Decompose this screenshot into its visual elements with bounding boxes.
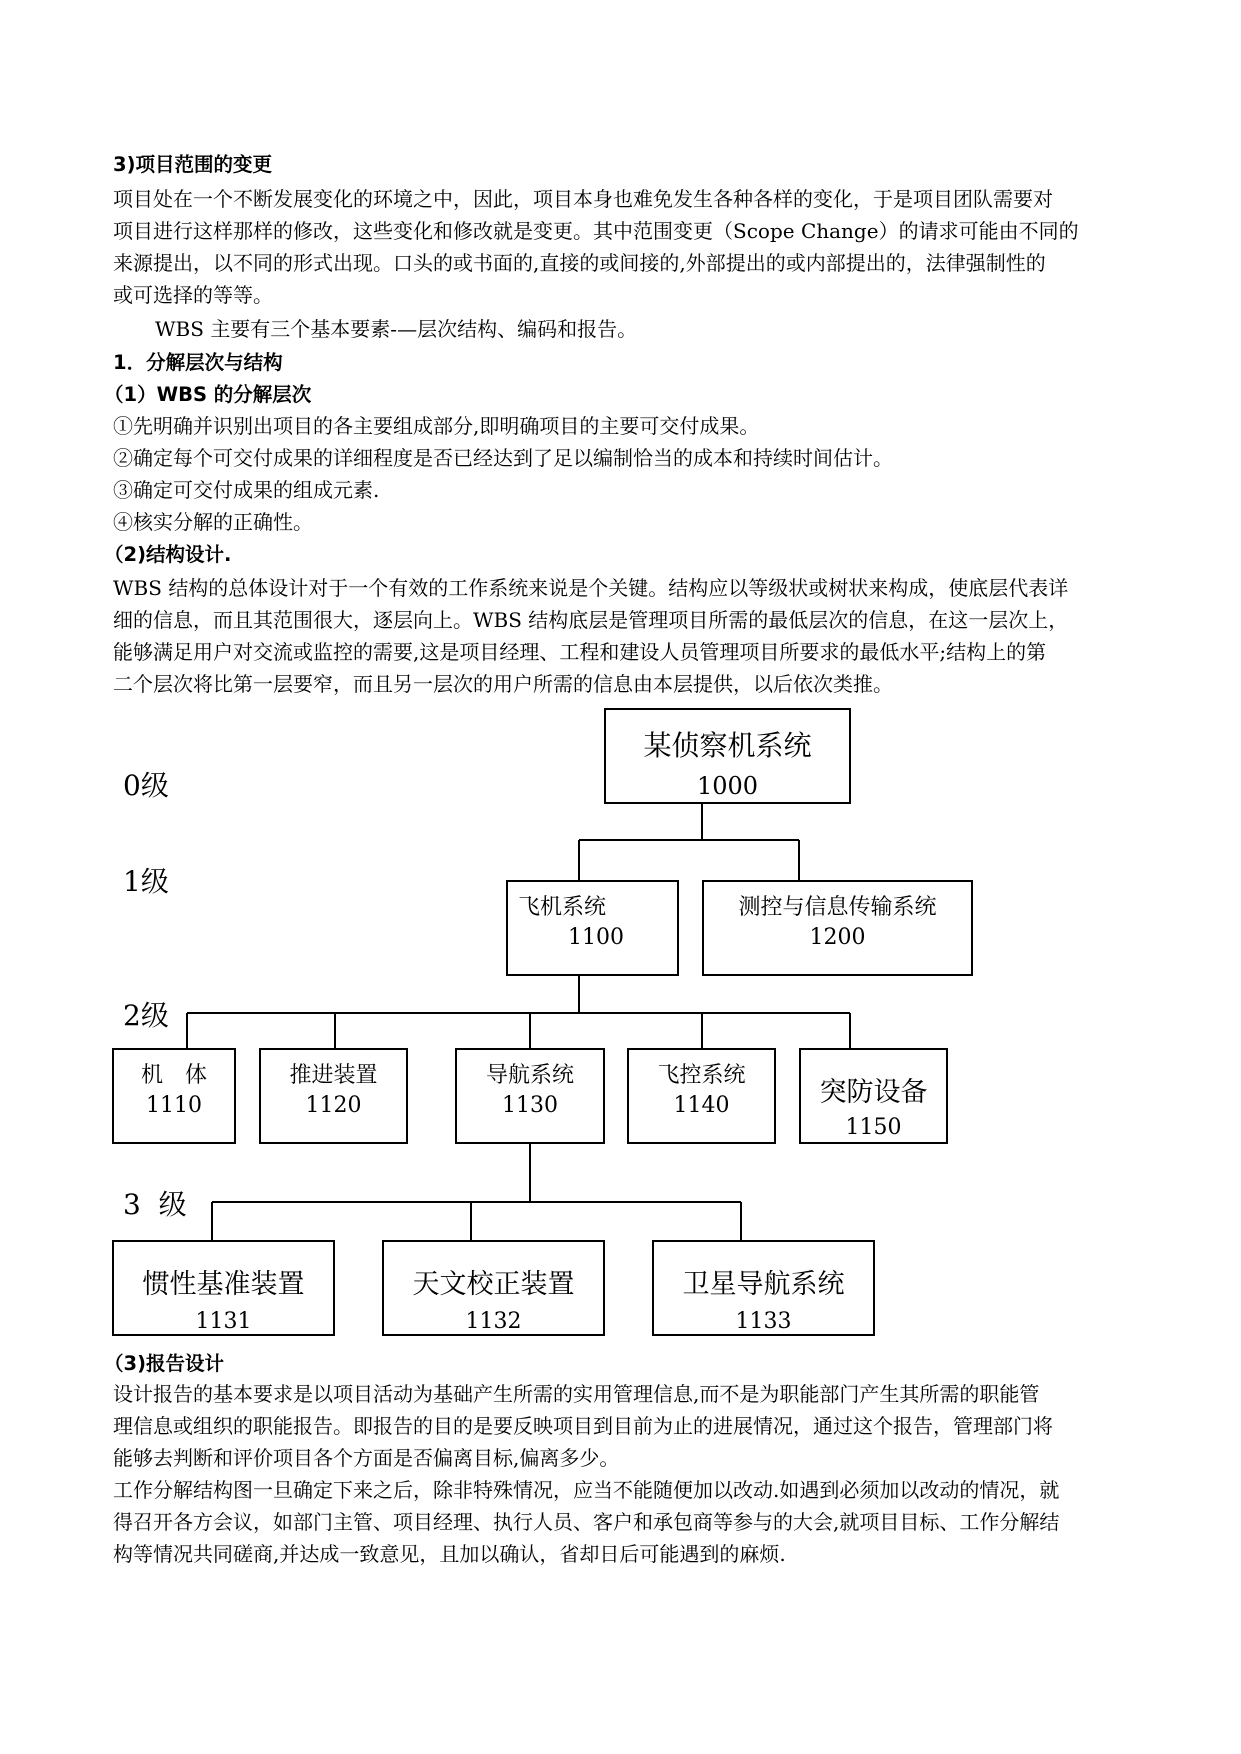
- node-code: 1000: [696, 772, 759, 800]
- section-heading-scope-change: [113, 149, 1143, 181]
- node-code: 1120: [305, 1093, 362, 1118]
- decomposition-list: [113, 410, 1143, 538]
- node-name: 机 体: [140, 1063, 207, 1088]
- list-item: ①先明确并识别出项目的各主要组成部分,即明确项目的主要可交付成果。: [113, 414, 760, 438]
- wbs-node-flight-control: [627, 1048, 776, 1144]
- paragraph-line: 能够满足用户对交流或监控的需要,这是项目经理、工程和建设人员管理项目所要求的最低水平;结构上的第: [113, 640, 1047, 664]
- node-code: 1132: [465, 1309, 522, 1334]
- heading-text: （1）WBS 的分解层次: [104, 383, 312, 406]
- paragraph-line: 构等情况共同磋商,并达成一致意见，且加以确认，省却日后可能遇到的麻烦.: [113, 1542, 786, 1566]
- paragraph-line: 来源提出，以不同的形式出现。口头的或书面的,直接的或间接的,外部提出的或内部提出的，法律强制性的: [113, 251, 1046, 275]
- report-design-heading: [104, 1348, 1134, 1380]
- paragraph-line: 项目处在一个不断发展变化的环境之中，因此，项目本身也难免发生各种各样的变化，于是项目团队需要对: [113, 187, 1053, 211]
- node-name: 突防设备: [819, 1077, 928, 1108]
- node-code: 1100: [568, 925, 624, 950]
- part1-heading: [113, 347, 1143, 379]
- node-name: 推进装置: [289, 1063, 378, 1088]
- node-code: 1140: [673, 1093, 730, 1118]
- paragraph-line: 工作分解结构图一旦确定下来之后，除非特殊情况，应当不能随便加以改动.如遇到必须加以改动的情况，就: [113, 1478, 1060, 1502]
- structure-design-paragraph: [113, 572, 1143, 700]
- node-code: 1150: [845, 1115, 902, 1140]
- wbs-node-propulsion: [259, 1048, 408, 1144]
- node-code: 1133: [735, 1309, 792, 1334]
- wbs-decomposition-heading: [104, 379, 1134, 411]
- level-label-1: 1级: [123, 865, 169, 898]
- node-name: 导航系统: [485, 1063, 574, 1088]
- wbs-node-airframe: [112, 1048, 236, 1144]
- node-name: 测控与信息传输系统: [738, 895, 937, 920]
- node-name: 飞机系统: [518, 895, 607, 920]
- list-item: ②确定每个可交付成果的详细程度是否已经达到了足以编制恰当的成本和持续时间估计。: [113, 446, 893, 470]
- paragraph-line: 理信息或组织的职能报告。即报告的目的是要反映项目到目前为止的进展情况，通过这个报告，管理部门将: [113, 1414, 1053, 1438]
- paragraph-line: 二个层次将比第一层要窄，而且另一层次的用户所需的信息由本层提供，以后依次类推。: [113, 672, 893, 696]
- scope-change-paragraph: [113, 183, 1143, 311]
- heading-text: 1．分解层次与结构: [113, 351, 283, 374]
- node-code: 1131: [195, 1309, 252, 1334]
- paragraph-line: 项目进行这样那样的修改，这些变化和修改就是变更。其中范围变更（Scope Change）的请求可能由不同的: [113, 219, 1079, 243]
- paragraph-line: 设计报告的基本要求是以项目活动为基础产生所需的实用管理信息,而不是为职能部门产生其所需的职能管: [113, 1382, 1040, 1406]
- wbs-node-inertial-reference: [112, 1240, 335, 1336]
- list-item: ④核实分解的正确性。: [113, 510, 313, 534]
- wbs-intro-text: WBS 主要有三个基本要素-—层次结构、编码和报告。: [155, 317, 638, 341]
- heading-text: （2)结构设计.: [104, 543, 232, 566]
- wbs-node-tt-and-c-system: [702, 880, 973, 976]
- paragraph-line: 细的信息，而且其范围很大，逐层向上。WBS 结构底层是管理项目所需的最低层次的信息，在这一层次上，: [113, 608, 1069, 632]
- level-label-3: 3 级: [123, 1188, 187, 1221]
- wbs-node-satellite-navigation: [652, 1240, 875, 1336]
- node-name: 天文校正装置: [412, 1269, 575, 1300]
- wbs-node-navigation: [455, 1048, 605, 1144]
- node-code: 1110: [146, 1093, 202, 1118]
- paragraph-line: 能够去判断和评价项目各个方面是否偏离目标,偏离多少。: [113, 1446, 620, 1470]
- heading-text: 3)项目范围的变更: [113, 153, 272, 176]
- node-name: 惯性基准装置: [142, 1269, 305, 1300]
- report-design-paragraph: [113, 1378, 1143, 1570]
- wbs-node-celestial-correction: [382, 1240, 605, 1336]
- wbs-intro: [155, 313, 1185, 345]
- node-name: 某侦察机系统: [643, 729, 812, 762]
- node-code: 1200: [809, 925, 866, 950]
- paragraph-line: WBS 结构的总体设计对于一个有效的工作系统来说是个关键。结构应以等级状或树状来构成，使底层代表详: [113, 576, 1069, 600]
- level-label-2: 2级: [123, 999, 169, 1032]
- node-code: 1130: [502, 1093, 558, 1118]
- wbs-node-aircraft-system: [506, 880, 679, 976]
- heading-text: （3)报告设计: [104, 1352, 224, 1375]
- wbs-node-root: [604, 708, 851, 804]
- structure-design-heading: [104, 539, 1134, 571]
- paragraph-line: 得召开各方会议，如部门主管、项目经理、执行人员、客户和承包商等参与的大会,就项目目标、工作分解结: [113, 1510, 1060, 1534]
- paragraph-line: 或可选择的等等。: [113, 283, 273, 307]
- list-item: ③确定可交付成果的组成元素.: [113, 478, 380, 502]
- wbs-diagram: [0, 700, 1241, 1350]
- level-label-0: 0级: [123, 769, 169, 802]
- wbs-node-penetration-equipment: [799, 1048, 948, 1144]
- node-name: 飞控系统: [657, 1063, 746, 1088]
- node-name: 卫星导航系统: [682, 1269, 845, 1300]
